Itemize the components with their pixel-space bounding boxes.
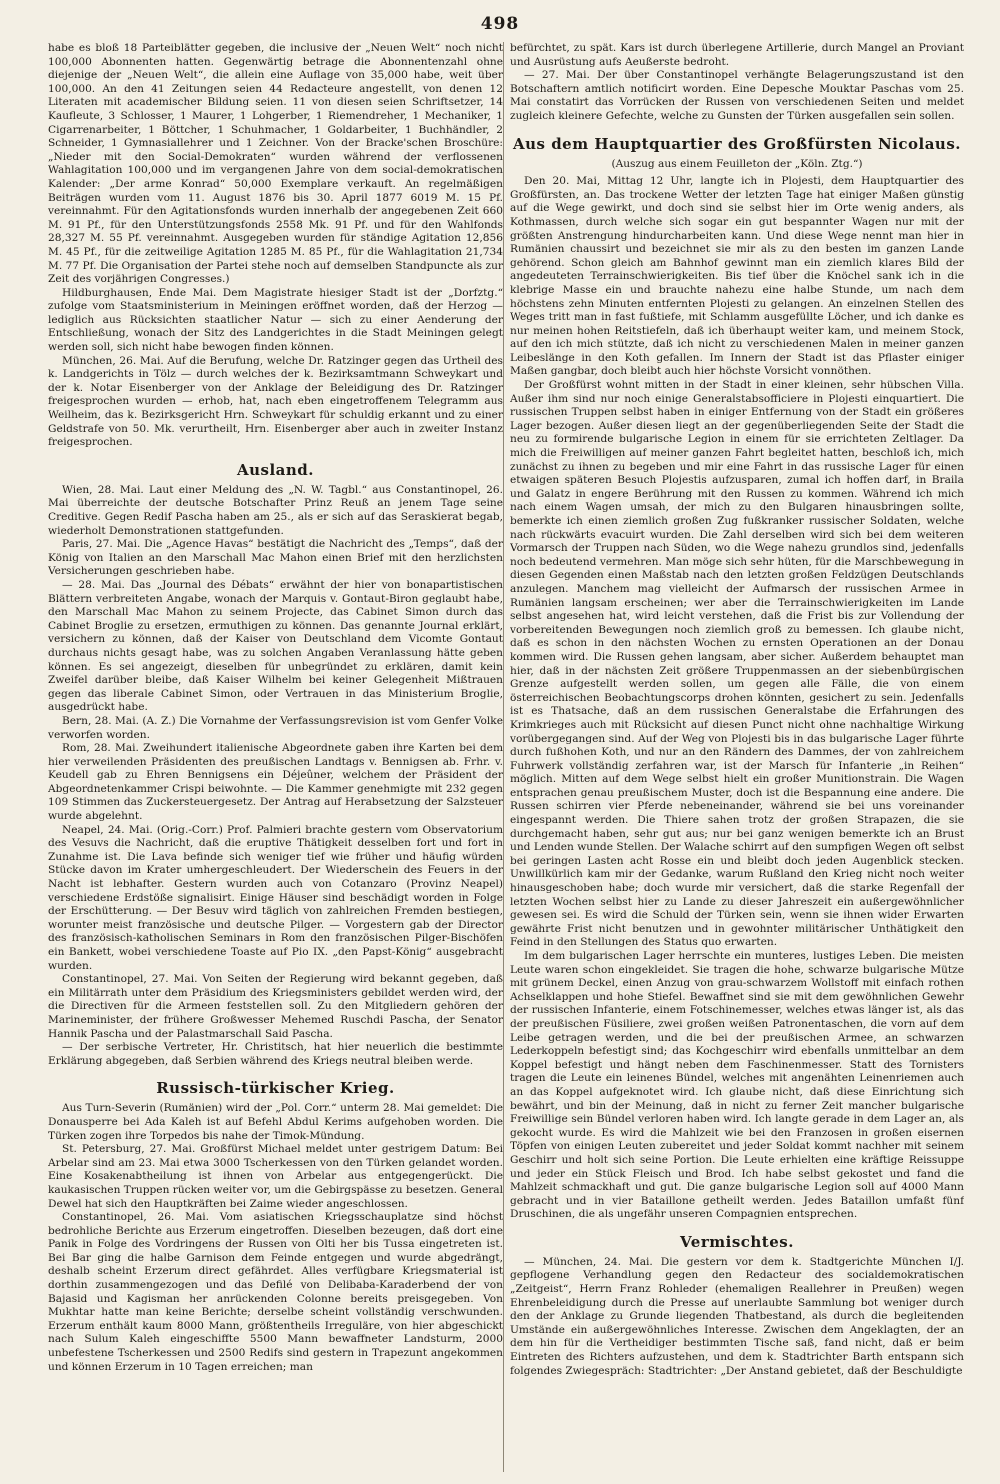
article-text: Hildburghausen, Ende Mai. Dem Magistrate hiesiger Stadt ist der „Dorfztg.“ zufolge vom Staatsministerium in Meiningen eröffnet worden, daß der Herzog — lediglich aus Rücksichten staatlicher Natur — sich zu einer Aenderung der Entschließung, wonach der Sitz des Landgerichtes in die Stadt Meiningen gelegt werden soll, sich nicht habe bewogen finden können.	[48, 286, 503, 354]
section-heading-krieg: Russisch-türkischer Krieg.	[156, 1079, 395, 1098]
column-divider	[503, 42, 504, 1472]
article-text: — Der serbische Vertreter, Hr. Christitsch, hat hier neuerlich die bestimmte Erklärung abgegeben, daß Serbien während des Kriegs neutral bleiben werde.	[48, 1041, 503, 1067]
article-text: Neapel, 24. Mai. (Orig.-Corr.) Prof. Palmieri brachte gestern vom Observatorium des Vesuvs die Nachricht, daß die eruptive Thätigkeit desselben fort und fort in Zunahme ist. Die Lava befinde sich weniger tief wie früher und häufig würden Stücke davon im Krater umhergeschleudert. Der Wiederschein des Feuers in der Nacht ist lebhafter. Gestern wurden auch von Cotanzaro (Provinz Neapel) verschiedene Erdstöße signalisirt. Einige Häuser sind beschädigt worden in Folge der Erschütterung. — Der Besuv wird täglich von zahlreichen Fremden bestiegen, worunter meist französische und deutsche Pilger. — Vorgestern gab der Director des französisch-katholischen Seminars in Rom den französischen Pilger-Bischöfen ein Bankett, wobei verschiedene Toaste auf Pio IX. „den Papst-König“ ausgebracht wurden.	[48, 823, 503, 972]
article-text: — 27. Mai. Der über Constantinopel verhängte Belagerungszustand ist den Botschaftern amtlich notificirt worden. Eine Depesche Mouktar Paschas vom 25. Mai constatirt das Vorrücken der Russen von verschiedenen Seiten und meldet zugleich kleinere Gefechte, welche zu Gunsten der Türken ausgefallen sein sollen.	[510, 69, 964, 122]
article-text: Paris, 27. Mai. Die „Agence Havas“ bestätigt die Nachricht des „Temps“, daß der König von Italien an den Marschall Mac Mahon einen Brief mit den herzlichsten Versicherungen geschrieben habe.	[48, 538, 503, 578]
section-heading-vermischtes: Vermischtes.	[680, 1232, 794, 1251]
article-text: Bern, 28. Mai. (A. Z.) Die Vornahme der Verfassungsrevision ist vom Genfer Volke verworfen worden.	[48, 714, 503, 741]
article-text: habe es bloß 18 Parteiblätter gegeben, die inclusive der „Neuen Welt“ noch nicht 100,000 Abonnenten hatten. Gegenwärtig betrage die Abonnentenzahl ohne diejenige der „Neuen Welt“, die allein eine Auflage von 35,000 habe, weit über 100,000. An den 41 Zeitungen seien 44 Redacteure angestellt, von denen 12 Literaten mit academischer Bildung seien. 11 von diesen seien Schriftsetzer, 14 Kaufleute, 3 Schlosser, 1 Maurer, 1 Lohgerber, 1 Riemendreher, 1 Mechaniker, 1 Cigarrenarbeiter, 1 Böttcher, 1 Schuhmacher, 1 Goldarbeiter, 1 Buchhändler, 2 Schneider, 1 Gymnasiallehrer und 1 Zeichner. Von der Bracke'schen Broschüre: „Nieder mit den Social-Demokraten“ wurden während der verflossenen Wahlagitation 100,000 und im vergangenen Jahre von dem social-demokratischen Kalender: „Der arme Konrad“ 50,000 Exemplare verkauft. An regelmäßigen Beiträgen wurden vom 11. August 1876 bis 30. April 1877 6019 M. 15 Pf. vereinnahmt. Für den Agitationsfonds wurden innerhalb der angegebenen Zeit 660 M. 91 Pf., für den Unterstützungsfonds 2558 Mk. 91 Pf. und für den Wahlfonds 28,327 M. 55 Pf. vereinnahmt. Ausgegeben wurden für ständige Agitation 12,856 M. 45 Pf., für die zeitweilige Agitation 1285 M. 85 Pf., für die Wahlagitation 21,734 M. 77 Pf. Die Organisation der Partei stehe noch auf demselben Standpuncte als zur Zeit des vorjährigen Congresses.)	[48, 42, 503, 286]
article-text: St. Petersburg, 27. Mai. Großfürst Michael meldet unter gestrigem Datum: Bei Arbelar sind am 23. Mai etwa 3000 Tscherkessen von den Türken gelandet worden. Eine Kosakenabtheilung ist ihnen von Arbelar aus entgegengerückt. Die kaukasischen Truppen rücken weiter vor, um die Gebirgspässe zu besetzen. General Dewel hat sich den Hauptkräften bei Zaime wieder angeschlossen.	[48, 1143, 503, 1210]
article-text: — 28. Mai. Das „Journal des Débats“ erwähnt der hier von bonapartistischen Blättern verbreiteten Angabe, wonach der Marquis v. Gontaut-Biron geglaubt habe, den Marschall Mac Mahon zu seinem Projecte, das Cabinet Simon durch das Cabinet Broglie zu ersetzen, ermuthigen zu können. Das genannte Journal erklärt, versichern zu können, daß der Kaiser von Deutschland dem Vicomte Gontaut durchaus nichts gesagt habe, was zu solchen Angaben Veranlassung hätte geben können. Es sei angezeigt, dieselben für unbegründet zu erklären, damit kein Zweifel darüber bleibe, daß Kaiser Wilhelm bei keiner Gelegenheit Mißtrauen gegen das liberale Cabinet Simon, oder Vertrauen in das Ministerium Broglie, ausgedrückt habe.	[48, 578, 503, 714]
section-subheading: (Auszug aus einem Feuilleton der „Köln. Ztg.“)	[611, 157, 863, 170]
article-text: München, 26. Mai. Auf die Berufung, welche Dr. Ratzinger gegen das Urtheil des k. Landgerichts in Tölz — durch welches der k. Bezirksamtmann Schweykart und der k. Notar Eisenberger von der Anklage der Beleidigung des Dr. Ratzinger freigesprochen wurden — erhob, hat, nach eben eingetroffenem Telegramm aus Weilheim, das k. Bezirksgericht Hrn. Schweykart für schuldig erkannt und zu einer Geldstrafe von 50. Mk. verurtheilt, Hrn. Eisenberger aber auch in zweiter Instanz freigesprochen.	[48, 354, 503, 449]
article-text: — München, 24. Mai. Die gestern vor dem k. Stadtgerichte München I/J. gepflogene Verhandlung gegen den Redacteur des socialdemokratischen „Zeitgeist“, Herrn Franz Rohleder (ehemaligen Reallehrer in Preußen) wegen Ehrenbeleidigung durch die Presse auf unerlaubte Sammlung bot weniger durch den der Anklage zu Grunde liegenden Thatbestand, als durch die begleitenden Umstände ein außergewöhnliches Interesse. Zwischen dem Angeklagten, der an dem hin für die Vertheidiger bestimmten Tische saß, fand nicht, daß er beim Eintreten des Richters aufzustehen, und dem k. Stadtrichter Barth entspann sich folgendes Zwiegespräch: Stadtrichter: „Der Anstand gebietet, daß der Beschuldigte	[510, 1255, 964, 1377]
article-text: Constantinopel, 27. Mai. Von Seiten der Regierung wird bekannt gegeben, daß ein Militärrath unter dem Präsidium des Kriegsministers gebildet werden wird, der die Directiven für die Armeen feststellen soll. Zu den Mitgliedern gehören der Marineminister, der frühere Großwesser Mehemed Ruschdi Pascha, der Senator Hannik Pascha und der Palastmarschall Said Pascha.	[48, 973, 503, 1040]
article-text: Der Großfürst wohnt mitten in der Stadt in einer kleinen, sehr hübschen Villa. Außer ihm sind nur noch einige Generalstabsofficiere in Plojesti einquartiert. Die russischen Truppen selbst haben in einiger Entfernung von der Stadt ein größeres Lager bezogen. Außer diesen liegt an der gegenüberliegenden Seite der Stadt die neu zu formirende bulgarische Legion in einem für sie errichteten Zeltlager. Da mich die Freiwilligen auf meiner ganzen Fahrt begleitet hatten, beschloß ich, mich zunächst zu ihnen zu begeben und mir eine Fahrt in das russische Lager für einen etwaigen späteren Besuch Plojestis aufzusparen, zumal ich hoffen darf, in Braila und Galatz in engere Berührung mit den Russen zu kommen. Während ich mich nach einem Wagen umsah, der mich zu den Bulgaren hinausbringen sollte, bemerkte ich einen ziemlich großen Zug fußkranker russischer Soldaten, welche nach rückwärts evacuirt wurden. Die Zahl derselben wird sich bei dem weiteren Vormarsch der Truppen nach Süden, wo die Wege nahezu grundlos sind, jedenfalls noch bedeutend vermehren. Man möge sich sehr hüten, für die Marschbewegung in diesen Gegenden einen Maßstab nach den letzten großen Feldzügen Deutschlands anzulegen. Manchem mag vielleicht der Aufmarsch der russischen Armee in Rumänien langsam erscheinen; wer aber die Terrainschwierigkeiten im Lande selbst angesehen hat, wird leicht verstehen, daß die Frist bis zur Vollendung der vorbereitenden Bewegungen noch ziemlich groß zu bemessen. Ich glaube nicht, daß es schon in den nächsten Wochen zu ernsten Operationen an der Donau kommen wird. Die Russen gehen langsam, aber sicher. Außerdem behauptet man hier, daß in der nächsten Zeit größere Truppenmassen an der siebenbürgischen Grenze aufgestellt werden sollen, um gegen alle Fälle, die von einem österreichischen Beobachtungscorps drohen könnten, gesichert zu sein. Jedenfalls ist es Thatsache, daß an dem russischen Generalstabe die Erfahrungen des Krimkrieges auch mit Rücksicht auf diesen Punct nicht ohne nachhaltige Wirkung vorübergegangen sind. Auf der Weg von Plojesti bis in das bulgarische Lager führte durch fußhohen Koth, und nur an den Rändern des Dammes, der von zahlreichem Fuhrwerk vollständig zerfahren war, ist der Marsch für Infanterie „in Reihen“ möglich. Mitten auf dem Wege selbst hielt ein großer Munitionstrain. Die Wagen entsprachen genau preußischem Muster, doch ist die Bespannung eine andere. Die Russen schirren vier Pferde nebeneinander, während sie bei uns voreinander eingespannt werden. Die Thiere sahen trotz der großen Strapazen, die sie durchgemacht haben, sehr gut aus; nur bei ganz wenigen bemerkte ich an Brust und Lenden wunde Stellen. Der Walache schirrt auf den sumpfigen Wegen oft selbst bei geringen Lasten acht Rosse ein und bleibt doch jeden Augenblick stecken. Unwillkürlich kam mir der Gedanke, warum Rußland den Krieg nicht noch weiter hinausgeschoben habe; doch wurde mir versichert, daß die starke Regenfall der letzten Wochen selbst hier zu Lande zu dieser Jahreszeit ein außergewöhnlicher gewesen sei. Es wird die Schuld der Türken sein, wenn sie ihnen wider Erwarten gewährte Frist nicht benutzen und in gewohnter militärischer Unthätigkeit den Feind in den Stellungen des Status quo erwarten.	[510, 379, 964, 949]
section-heading-hauptquartier: Aus dem Hauptquartier des Großfürsten Nicolaus.	[512, 134, 962, 153]
article-text: Constantinopel, 26. Mai. Vom asiatischen Kriegsschauplatze sind höchst bedrohliche Berichte aus Erzerum eingetroffen. Dieselben bezeugen, daß dort eine Panik in Folge des Vordringens der Russen von Olti her bis Tussa eingetreten ist. Bei Bar ging die halbe Garnison dem Feinde entgegen und wurde abgedrängt, deshalb scheint Erzerum direct gefährdet. Alles verfügbare Kriegsmaterial ist dorthin zusammengezogen und das Defilé von Delibaba-Karaderbend der von Bajasid und Kagisman her anrückenden Colonne bereits preisgegeben. Von Mukhtar hatte man keine Berichte; derselbe scheint vollständig verschwunden. Erzerum enthält kaum 8000 Mann, größtentheils Irreguläre, von hier abgeschickt nach Sulum Kaleh eingeschiffte 5500 Mann bewaffneter Landsturm, 2000 unbefestene Tscherkessen und 2500 Redifs sind gestern in Trapezunt angekommen und können Erzerum in 10 Tagen erreichen; man	[48, 1211, 503, 1373]
page-number: 498	[480, 14, 520, 34]
article-text: Aus Turn-Severin (Rumänien) wird der „Pol. Corr.“ unterm 28. Mai gemeldet: Die Donausperre bei Ada Kaleh ist auf Befehl Abdul Kerims aufgehoben worden. Die Türken zogen ihre Torpedos bis nahe der Timok-Mündung.	[48, 1102, 503, 1142]
article-text: Rom, 28. Mai. Zweihundert italienische Abgeordnete gaben ihre Karten bei dem hier verweilenden Präsidenten des preußischen Landtags v. Bennigsen ab. Frhr. v. Keudell gab zu Ehren Bennigsens ein Déjeûner, welchem der Präsident der Abgeordnetenkammer Crispi beiwohnte. — Die Kammer genehmigte mit 232 gegen 109 Stimmen das Zuckersteuergesetz. Der Antrag auf Herabsetzung der Salzsteuer wurde abgelehnt.	[48, 742, 503, 823]
section-heading-ausland: Ausland.	[236, 460, 315, 479]
article-text: Den 20. Mai, Mittag 12 Uhr, langte ich in Plojesti, dem Hauptquartier des Großfürsten, an. Das trockene Wetter der letzten Tage hat einiger Maßen günstig auf die Wege gewirkt, und doch sind sie selbst hier im Orte wenig anders, als Kothmassen, durch welche sich sogar ein gut bespannter Wagen nur mit der größten Anstrengung hindurcharbeiten kann. Und diese Wege nennt man hier in Rumänien chaussirt und bezeichnet sie mir als zu den besten im ganzen Lande gehörend. Schon gleich am Bahnhof gewinnt man ein ziemlich klares Bild der angedeuteten Terrainschwierigkeiten. Bis tief über die Knöchel sank ich in die klebrige Masse ein und brauchte nahezu eine halbe Stunde, um nach dem höchstens zehn Minuten entfernten Plojesti zu gelangen. An einzelnen Stellen des Weges tritt man in fast fußtiefe, mit Schlamm ausgefüllte Löcher, und ich danke es nur meinen hohen Reitstiefeln, daß ich überhaupt weiter kam, und meinem Stock, auf den ich mich stützte, daß ich nicht zu verschiedenen Malen in meiner ganzen Leibeslänge in den Koth gefallen. Im Innern der Stadt ist das Pflaster einiger Maßen gangbar, doch bleibt auch hier höchste Vorsicht vonnöthen.	[510, 175, 964, 378]
article-text: befürchtet, zu spät. Kars ist durch überlegene Artillerie, durch Mangel an Proviant und Ausrüstung aufs Aeußerste bedroht.	[510, 42, 964, 68]
article-text: Wien, 28. Mai. Laut einer Meldung des „N. W. Tagbl.“ aus Constantinopel, 26. Mai überreichte der deutsche Botschafter Prinz Reuß an jenem Tage seine Creditive. Gegen Redif Pascha haben am 25., als er sich auf das Seraskierat begab, wiederholt Demonstrationen stattgefunden.	[48, 483, 503, 537]
left-column	[48, 42, 503, 1472]
article-text: Im dem bulgarischen Lager herrschte ein munteres, lustiges Leben. Die meisten Leute waren schon eingekleidet. Sie tragen die hohe, schwarze bulgarische Mütze mit grünem Deckel, einen Anzug von grau-schwarzem Wollstoff mit einfach rothen Achselklappen und hohe Stiefel. Bewaffnet sind sie mit dem gewöhnlichen Gewehr der russischen Infanterie, einem Fotschinemesser, welches etwas länger ist, als das der preußischen Füsiliere, zwei großen weißen Patronentaschen, die vorn auf dem Leibe getragen werden, und die bei der preußischen Armee, an schwarzen Lederkoppeln befestigt sind; das Kochgeschirr wird ebenfalls unmittelbar an dem Koppel befestigt und hängt neben dem Faschinenmesser. Statt des Tornisters tragen die Leute ein leinenes Bündel, welches mit angenähten Leinenriemen auch an das Koppel aufgeknotet wird. Ich glaube nicht, daß diese Einrichtung sich bewährt, und bin der Meinung, daß in nicht zu ferner Zeit mancher bulgarische Freiwillige sein Bündel verloren haben wird. Ich langte gerade in dem Lager an, als gekocht wurde. Es wird die Mahlzeit wie bei den Franzosen in großen eisernen Töpfen von einigen Leuten zubereitet und jeder Soldat kommt nachher mit seinem Geschirr und holt sich seine Portion. Die Leute erhielten eine kräftige Reissuppe und jeder ein Stück Fleisch und Brod. Ich habe selbst gekostet und fand die Mahlzeit schmackhaft und gut. Die ganze bulgarische Legion soll auf 4000 Mann gebracht und in vier Bataillone getheilt werden. Jedes Bataillon umfaßt fünf Druschinen, die als ungefähr unseren Compagnien entsprechen.	[510, 950, 964, 1221]
right-column	[510, 42, 964, 1472]
